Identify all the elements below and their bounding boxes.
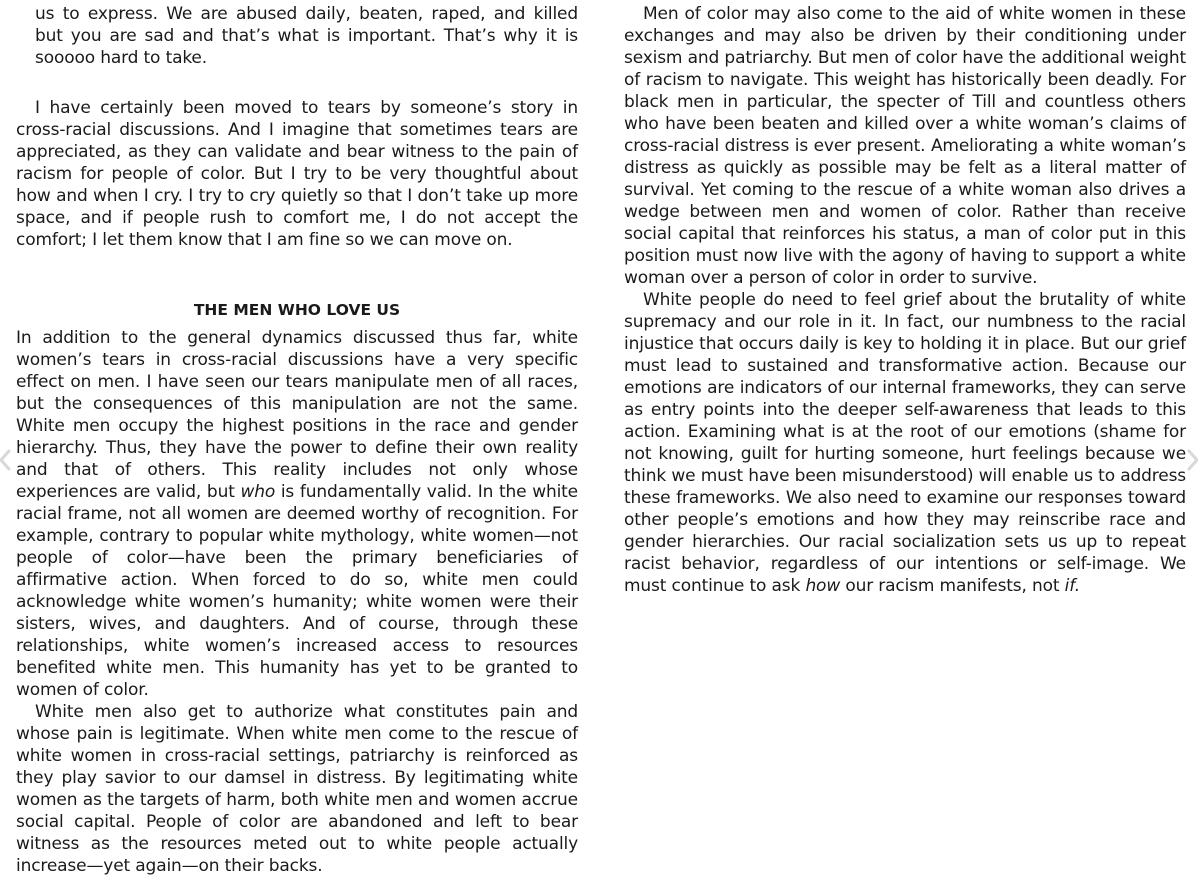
text-run: our racism manifests, not (840, 576, 1065, 596)
left-column (16, 3, 578, 877)
paragraph (16, 327, 578, 701)
emphasis-text: who (240, 482, 276, 502)
paragraph: White men also get to authorize what constitutes pain and whose pain is legitimate. When white men come to the rescue of white women in cross-racial settings, patriarchy is reinforced as they play savior to our damsel in distress. By legitimating white women as the targets of harm, both white men and women accrue social capital. People of color are abandoned and left to bear witness as the resources meted out to white people actually increase—yet again—on their backs. (16, 702, 578, 876)
emphasis-text: how (805, 576, 841, 596)
emphasis-text: if. (1064, 576, 1081, 596)
previous-page-button[interactable] (0, 448, 12, 472)
text-run: is fundamentally valid. In the white racial frame, not all women are deemed worthy of recognition. For example, contrary to popular white mythology, white women—not people of color—have been the primary beneficiaries of affirmative action. When forced to do so, white men could acknowledge white women’s humanity; white women were their sisters, wives, and daughters. And of course, through these relationships, white women’s increased access to resources benefited white men. This humanity has yet to be granted to women of color. (16, 482, 578, 700)
chevron-right-icon (1186, 448, 1198, 472)
paragraph: Men of color may also come to the aid of white women in these exchanges and may also be driven by their conditioning under sexism and patriarchy. But men of color have the additional weight of racism to navigate. This weight has historically been deadly. For black men in particular, the specter of Till and countless others who have been beaten and killed over a white woman’s claims of cross-racial distress is ever present. Ameliorating a white woman’s distress as quickly as possible may be felt as a literal matter of survival. Yet coming to the rescue of a white woman also drives a wedge between men and women of color. Rather than receive social capital that reinforces his status, a man of color put in this position must now live with the agony of having to support a white woman over a person of color in order to survive. (624, 4, 1186, 288)
text-run: In addition to the general dynamics discussed thus far, white women’s tears in cross-racial discussions have a very specific effect on men. I have seen our tears manipulate men of all races, but the consequences of this manipulation are not the same. White men occupy the highest positions in the race and gender hierarchy. Thus, they have the power to define their own reality and that of others. This reality includes not only whose experiences are valid, but (16, 328, 578, 502)
paragraph: I have certainly been moved to tears by someone’s story in cross-racial discussions. And I imagine that sometimes tears are appreciated, as they can validate and bear witness to the pain of racism for people of color. But I try to be very thoughtful about how and when I cry. I try to cry quietly so that I don’t take up more space, and if people rush to comfort me, I do not accept the comfort; I let them know that I am fine so we can move on. (16, 98, 578, 250)
paragraph (624, 289, 1186, 597)
next-page-button[interactable] (1186, 448, 1198, 472)
right-column (624, 3, 1186, 597)
section-heading: THE MEN WHO LOVE US (193, 301, 401, 319)
paragraph-continued: us to express. We are abused daily, beaten, raped, and killed but you are sad and that’s what is important. That’s why it is sooooo hard to take. (35, 4, 578, 68)
text-run: White people do need to feel grief about the brutality of white supremacy and our role in it. In fact, our numbness to the racial injustice that occurs daily is key to holding it in place. But our grief must lead to sustained and transformative action. Because our emotions are indicators of our internal frameworks, they can serve as entry points into the deeper self-awareness that leads to this action. Examining what is at the root of our emotions (shame for not knowing, guilt for hurting someone, hurt feelings because we think we must have been misunderstood) will enable us to address these frameworks. We also need to examine our responses toward other people’s emotions and how they may reinscribe race and gender hierarchies. Our racial socialization sets us up to repeat racist behavior, regardless of our intentions or self-image. We must continue to ask (624, 290, 1186, 596)
chevron-left-icon (0, 448, 12, 472)
